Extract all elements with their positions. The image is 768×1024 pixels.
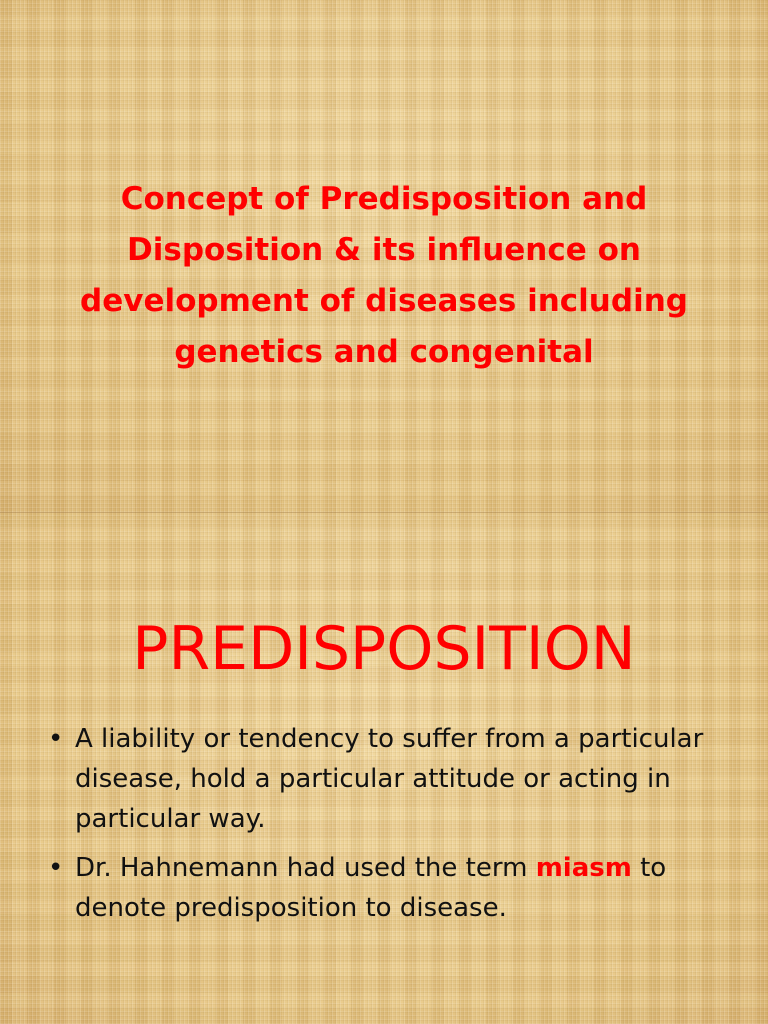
bullet-text-after: to denote predisposition to disease. [75, 853, 667, 923]
bullet-item-1 [48, 719, 732, 839]
title-line-4: genetics and congenital [174, 334, 594, 370]
slide-heading: PREDISPOSITION [132, 614, 636, 684]
bullet-text-before: Dr. Hahnemann had used the term [75, 853, 536, 883]
bullet-marker: • [48, 724, 64, 754]
slide-2 [0, 512, 768, 1024]
title-line-3: development of diseases including [80, 283, 688, 319]
bullet-item-2 [48, 848, 732, 928]
title-line-1: Concept of Predisposition and [120, 181, 648, 217]
slide-title [60, 174, 708, 378]
bullet-marker: • [48, 853, 64, 883]
bullet-list [48, 719, 732, 937]
title-line-2: Disposition & its influence on [127, 232, 641, 268]
miasm-highlight: miasm [535, 853, 632, 883]
bullet-text: A liability or tendency to suffer from a particular disease, hold a particular attitude or acting in particular way. [75, 724, 704, 834]
